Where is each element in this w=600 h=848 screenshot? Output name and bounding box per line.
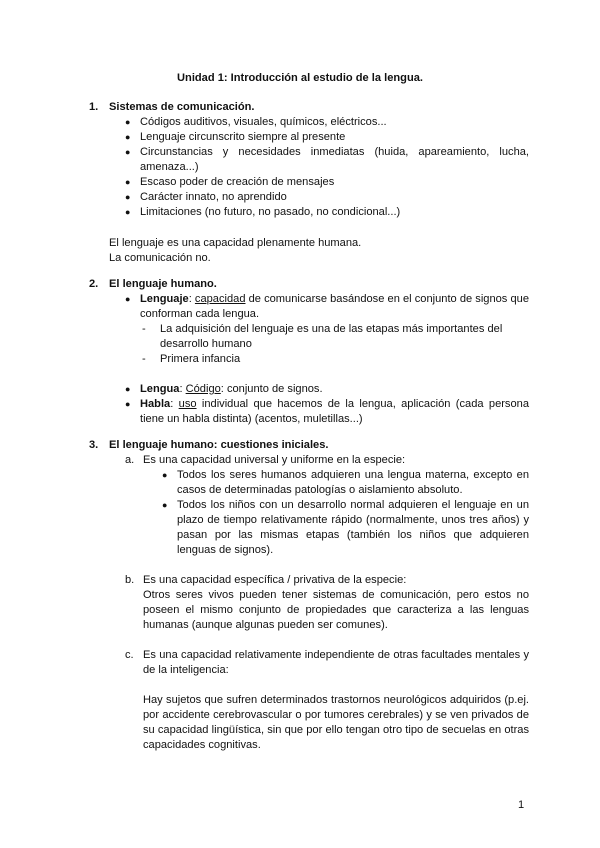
- section-3-heading: [89, 438, 529, 453]
- definition-text: : conjunto de signos.: [220, 383, 323, 395]
- list-item: [125, 382, 529, 397]
- definition-text: individual que hacemos de la lengua, aplicación (cada persona tiene un habla distinta) (acentos, muletillas...): [140, 398, 529, 425]
- document-title: Unidad 1: Introducción al estudio de la lengua.: [177, 72, 423, 84]
- list-item: ● Todos los niños con un desarrollo normal adquieren el lenguaje en un plazo de tiempo relativamente rápido (normalmente, unos tres años) y pasan por las mismas etapas (también los niños que adquieren lenguas de signos).: [162, 498, 529, 558]
- subsection-a-text: Es una capacidad universal y uniforme en la especie:: [143, 454, 406, 466]
- term-lenguaje: Lenguaje: [140, 293, 189, 305]
- subsection-b: [125, 573, 529, 633]
- subsection-letter: a.: [125, 454, 135, 466]
- section-1: [89, 100, 529, 266]
- section-2: [89, 277, 529, 427]
- section-2-title: El lenguaje humano.: [109, 278, 217, 290]
- definition-text: de comunicarse basándose en el conjunto de signos que conforman cada lengua.: [140, 293, 529, 320]
- section-1-list: [125, 115, 529, 220]
- section-1-heading: [89, 100, 529, 115]
- term-separator: :: [188, 293, 195, 305]
- dash-item: - Primera infancia: [142, 352, 529, 367]
- subsection-b-paragraph: Otros seres vivos pueden tener sistemas de comunicación, pero estos no poseen el mismo conjunto de propiedades que caracteriza a las lenguas humanas (aunque algunas pueden ser comunes).: [143, 589, 529, 631]
- keyword-link: uso: [178, 398, 197, 410]
- term-habla: Habla: [140, 398, 171, 410]
- section-3-number: 3.: [89, 439, 99, 451]
- list-item: ● Circunstancias y necesidades inmediatas (huida, apareamiento, lucha, amenaza...): [125, 145, 529, 175]
- section-3: [89, 438, 529, 753]
- subsection-letter: b.: [125, 574, 135, 586]
- list-item: ● Limitaciones (no futuro, no pasado, no condicional...): [125, 205, 529, 220]
- keyword-link: capacidad: [194, 293, 246, 305]
- section-1-paragraph: El lenguaje es una capacidad plenamente humana.: [109, 237, 362, 249]
- subsection-b-text: Es una capacidad específica / privativa de la especie:: [143, 574, 407, 586]
- section-2-list: [125, 292, 529, 427]
- list-item: ● Todos los seres humanos adquieren una lengua materna, excepto en casos de determinadas patologías o aislamiento absoluto.: [162, 468, 529, 498]
- subsection-letter: c.: [125, 649, 134, 661]
- subsection-a: [125, 453, 529, 558]
- list-item: [125, 292, 529, 322]
- page-number: 1: [518, 799, 525, 811]
- section-3-title: El lenguaje humano: cuestiones iniciales.: [109, 439, 329, 451]
- section-2-number: 2.: [89, 278, 99, 290]
- section-1-number: 1.: [89, 101, 99, 113]
- section-1-paragraph: La comunicación no.: [109, 252, 211, 264]
- subsection-c-paragraph: Hay sujetos que sufren determinados trastornos neurológicos adquiridos (p.ej. por accidente cerebrovascular o por tumores cerebrales) y se ven privados de su capacidad lingüística, sin que por ello tengan otro tipo de secuelas en otras capacidades cognitivas.: [143, 694, 529, 751]
- term-separator: :: [170, 398, 179, 410]
- section-1-title: Sistemas de comunicación.: [109, 101, 255, 113]
- keyword-link: Código: [185, 383, 221, 395]
- list-item: ● Códigos auditivos, visuales, químicos, eléctricos...: [125, 115, 529, 130]
- dash-item: - La adquisición del lenguaje es una de las etapas más importantes del desarrollo humano: [142, 322, 529, 352]
- term-separator: :: [179, 383, 186, 395]
- section-3-body: [125, 453, 529, 753]
- list-item: ● Lenguaje circunscrito siempre al presente: [125, 130, 529, 145]
- list-item: ● Carácter innato, no aprendido: [125, 190, 529, 205]
- list-item: ● Escaso poder de creación de mensajes: [125, 175, 529, 190]
- subsection-c-text: Es una capacidad relativamente independiente de otras facultades mentales y de la inteligencia:: [143, 649, 529, 676]
- subsection-c: [125, 648, 529, 753]
- term-lengua: Lengua: [140, 383, 180, 395]
- list-item: [125, 397, 529, 427]
- section-2-heading: [89, 277, 529, 292]
